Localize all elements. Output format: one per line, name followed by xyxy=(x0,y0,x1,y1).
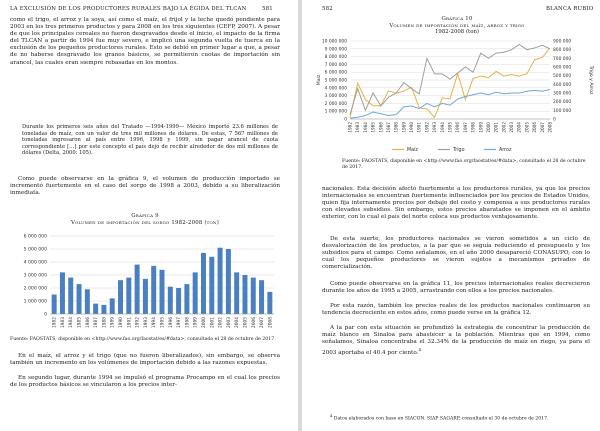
chart-label: Gráfica 10 xyxy=(441,16,473,22)
x-tick-label: 1984 xyxy=(69,317,75,328)
chart-label: Gráfica 9 xyxy=(131,213,159,219)
footnote-text: Datos elaborados con base en SIACON. SIAP SAGARP, consultado el 30 de octubre de 2017. xyxy=(333,416,549,422)
right-axis-label: Trigo y Arroz xyxy=(588,65,593,95)
right-y-tick-label: 500 000 xyxy=(553,74,572,80)
x-tick-label: 1997 xyxy=(177,317,183,328)
right-y-tick-label: 0 xyxy=(553,117,556,123)
body-paragraph: Como puede observarse en la gráfica 11, los precios internacionales reales decrecieron durante los años de 1995 a 2005, arrastrando con ellos a los precios nacionales. xyxy=(322,281,590,295)
chart-source: Fuente: FAOSTATS, disponible en <http://www.fao.org/faostat/es/#data>, consultado el 28 de octubre de 2017. xyxy=(10,337,276,342)
running-head: BLANCA RUBIO xyxy=(546,6,594,12)
x-tick-label: 1988 xyxy=(393,122,399,133)
x-tick-label: 1996 xyxy=(455,122,461,133)
y-tick-label: 3 000 000 xyxy=(23,273,47,279)
body-paragraph: Como puede observarse en la gráfica 9, el volumen de producción importado se incrementó fuertemente en el caso del sorgo de 1998 a 2003, debido a su liberalización inmediata. xyxy=(10,176,280,197)
x-tick-label: 2005 xyxy=(243,317,249,328)
chart-title: Volumen de importación del sorgo 1982-2008 (ton) xyxy=(70,219,220,226)
left-y-tick-label: 8 000 000 xyxy=(324,55,347,61)
body-paragraph: Por esta razón, también los precios reales de los productos nacionales continuaron su tendencia decreciente en estos años, como puede verse en la gráfica 12. xyxy=(322,303,590,317)
x-tick-label: 1995 xyxy=(447,122,453,133)
left-y-tick-label: 2 000 000 xyxy=(324,101,347,107)
right-y-tick-label: 100 000 xyxy=(553,108,572,114)
right-y-tick-label: 300 000 xyxy=(553,91,572,97)
paragraph-text: A la par con esta situación se profundizó la estrategia de concentrar la producción de maíz blanco en Sinaloa para abastecer a la población. Mientras que en 1994, como señalamos, Sinaloa concentraba el 32.34% de la producción de maíz en riego, ya para el 2003 aportaba el 40.4 por ciento. xyxy=(322,325,590,357)
left-y-tick-label: 5 000 000 xyxy=(324,78,347,84)
x-tick-label: 1995 xyxy=(160,317,166,328)
left-y-tick-label: 9 000 000 xyxy=(324,47,347,53)
x-tick-label: 1991 xyxy=(127,317,133,328)
page-number: 582 xyxy=(322,6,333,12)
x-tick-label: 1991 xyxy=(416,122,422,133)
right-y-tick-label: 600 000 xyxy=(553,65,572,71)
x-tick-label: 1987 xyxy=(385,122,391,133)
x-tick-label: 1989 xyxy=(401,122,407,133)
y-tick-label: 0 xyxy=(44,312,47,318)
series-line-trigo xyxy=(350,44,550,114)
x-tick-label: 2008 xyxy=(268,317,274,328)
x-tick-label: 1986 xyxy=(378,122,384,133)
x-tick-label: 1992 xyxy=(424,122,430,133)
x-tick-label: 1999 xyxy=(478,122,484,133)
left-y-tick-label: 4 000 000 xyxy=(324,86,347,92)
x-tick-label: 1982 xyxy=(52,317,58,328)
x-tick-label: 1990 xyxy=(119,317,125,328)
left-axis-label: Maíz xyxy=(317,74,322,86)
x-tick-label: 2001 xyxy=(210,317,216,328)
y-tick-label: 6 000 000 xyxy=(23,234,47,240)
x-tick-label: 2006 xyxy=(251,317,257,328)
x-tick-label: 2002 xyxy=(501,122,507,133)
x-tick-label: 1984 xyxy=(362,122,368,133)
bar xyxy=(68,278,73,314)
x-tick-label: 1988 xyxy=(102,317,108,328)
bar xyxy=(218,248,223,314)
left-y-tick-label: 6 000 000 xyxy=(324,70,347,76)
x-tick-label: 2000 xyxy=(201,317,207,328)
x-tick-label: 1998 xyxy=(185,317,191,328)
x-tick-label: 1999 xyxy=(193,317,199,328)
bar xyxy=(93,304,98,314)
x-tick-label: 2002 xyxy=(218,317,224,328)
y-tick-label: 1 000 000 xyxy=(23,299,47,305)
bar xyxy=(176,288,181,314)
right-y-tick-label: 900 000 xyxy=(553,39,572,45)
bar xyxy=(77,284,82,314)
footnote-number: 4 xyxy=(330,414,333,418)
body-paragraph: como el trigo, el arroz y la soya, así como el maíz, el frijol y la leche quedó pendiente para 2003 en los tres primeros productos y para 2008 en los tres siguientes (CEFP, 2007). A pesar de que los principales cereales no fueron desgravados desde el inicio, el impacto de la firma del TLCAN a partir de 1994 fue muy severo, e implicó una segunda vuelta de tuerca en la exclusión de los pequeños productores rurales. Esto se debió en primer lugar a que, a pesar de no haberse desgravado los granos básicos, se permitieron cuotas de importación sin arancel, las cuales eran siempre rebasadas en los montos. xyxy=(10,17,280,66)
right-y-tick-label: 400 000 xyxy=(553,82,572,88)
body-paragraph: En el maíz, el arroz y el trigo (que no fueron liberalizados), sin embargo, se observa también un incremento en los volúmenes de importación debido a las razones expuestas. xyxy=(10,353,280,367)
bar xyxy=(151,266,156,314)
bar xyxy=(226,249,231,314)
x-tick-label: 1993 xyxy=(432,122,438,133)
running-head: LA EXCLUSIÓN DE LOS PRODUCTORES RURALES BAJO LA ÉGIDA DEL TLCAN xyxy=(10,6,247,12)
x-tick-label: 2005 xyxy=(524,122,530,133)
bar xyxy=(126,278,131,314)
left-y-tick-label: 1 000 000 xyxy=(324,109,347,115)
x-tick-label: 2004 xyxy=(516,122,522,133)
right-y-tick-label: 800 000 xyxy=(553,48,572,54)
body-paragraph: En segundo lugar, durante 1994 se impulsó el programa Procampo en el cual los precios de los productos básicos se vincularon a los precios inter- xyxy=(10,375,280,389)
bar xyxy=(267,292,272,314)
left-page xyxy=(0,0,298,431)
chart-source: Fuente: FAOSTATS, disponible en <http://www.fao.org/faostat/es/#data>, consultado el 28 de octubre de 2017. xyxy=(342,159,586,170)
x-tick-label: 1992 xyxy=(135,317,141,328)
bar xyxy=(85,289,90,314)
x-tick-label: 2003 xyxy=(509,122,515,133)
bar xyxy=(234,272,239,314)
x-tick-label: 1997 xyxy=(462,122,468,133)
legend-label: Maíz xyxy=(407,148,418,153)
x-tick-label: 1986 xyxy=(85,317,91,328)
bar xyxy=(60,272,65,314)
series-line-maíz xyxy=(350,48,550,117)
bar xyxy=(110,298,115,314)
left-y-tick-label: 10 000 000 xyxy=(321,39,347,45)
bar xyxy=(209,257,214,314)
x-tick-label: 2007 xyxy=(260,317,266,328)
x-tick-label: 1994 xyxy=(152,317,158,328)
x-tick-label: 2008 xyxy=(547,122,553,133)
body-paragraph: De esta suerte, los productores nacionales se vieron sometidos a un ciclo de desvalorización de los productos, a la par que se seguía reduciendo el presupuesto y los subsidios para el campo. Como señalamos, en el año 2000 desapareció CONASUPO, con lo cual los pequeños productores se vieron sujetos a mecanismos privados de comercialización. xyxy=(322,236,590,271)
bar xyxy=(168,287,173,314)
y-tick-label: 2 000 000 xyxy=(23,286,47,292)
x-tick-label: 2000 xyxy=(485,122,491,133)
left-y-tick-label: 7 000 000 xyxy=(324,62,347,68)
x-tick-label: 2006 xyxy=(532,122,538,133)
x-tick-label: 1983 xyxy=(355,122,361,133)
x-tick-label: 2003 xyxy=(226,317,232,328)
bar xyxy=(101,305,106,314)
right-y-tick-label: 700 000 xyxy=(553,56,572,62)
y-tick-label: 4 000 000 xyxy=(23,260,47,266)
bar xyxy=(251,278,256,314)
right-page xyxy=(302,0,600,431)
bar xyxy=(118,280,123,314)
maize-rice-wheat-import-chart xyxy=(314,37,594,157)
footnote-marker: 4 xyxy=(418,347,422,353)
x-tick-label: 1990 xyxy=(409,122,415,133)
left-y-tick-label: 3 000 000 xyxy=(324,94,347,100)
x-tick-label: 1987 xyxy=(94,317,100,328)
x-tick-label: 1985 xyxy=(77,317,83,328)
right-y-tick-label: 200 000 xyxy=(553,100,572,106)
x-tick-label: 2004 xyxy=(235,317,241,328)
bar xyxy=(193,272,198,314)
chart-title: Volumen de importación del maíz, arroz y trigo xyxy=(389,22,525,29)
body-paragraph: nacionales. Esta decisión afectó fuertemente a los productores rurales, ya que los precios internacionales se encuentran fuertemente influenciados por los precios de Estados Unidos, quien fija internamente precios por debajo del costo y compensa a sus productores rurales con elevados subsidios. Sin embargo, estos precios abaratados se imponen en el ámbito exterior, con lo cual el país del norte coloca sus productos ventajosamente. xyxy=(322,186,590,221)
bar xyxy=(160,270,165,314)
chart-subtitle: 1982-2008 (ton) xyxy=(434,29,480,36)
page-number: 581 xyxy=(262,6,273,12)
block-quote: Durante los primeros seis años del Tratado —1994-1999— México importó 23.6 millones de toneladas de maíz, con un valor de tres mil millones de dólares. De estas, 7 567 millones de toneladas ingresaron al país entre 1996, 1998 y 1999, sin pagar arancel de cuota correspondiente […] por este concepto el país dejó de recibir alrededor de dos mil millones de dólares (Delta, 2000: 105). xyxy=(22,124,278,157)
y-tick-label: 5 000 000 xyxy=(23,247,47,253)
sorghum-import-chart xyxy=(8,230,280,334)
x-tick-label: 2007 xyxy=(539,122,545,133)
legend-label: Trigo xyxy=(453,148,465,153)
bar xyxy=(242,275,247,314)
bar xyxy=(259,280,264,314)
x-tick-label: 1993 xyxy=(143,317,149,328)
bar xyxy=(184,284,189,314)
bar xyxy=(135,265,140,314)
bar xyxy=(201,253,206,314)
x-tick-label: 1985 xyxy=(370,122,376,133)
body-paragraph xyxy=(322,325,590,357)
chart-caption xyxy=(10,213,280,226)
x-tick-label: 1982 xyxy=(347,122,353,133)
chart-caption xyxy=(322,16,592,36)
left-y-tick-label: 0 xyxy=(344,117,347,123)
x-tick-label: 1983 xyxy=(60,317,66,328)
bar xyxy=(143,279,148,314)
x-tick-label: 2001 xyxy=(493,122,499,133)
footnote xyxy=(330,414,592,422)
x-tick-label: 1989 xyxy=(110,317,116,328)
legend-label: Arroz xyxy=(499,148,512,153)
x-tick-label: 1994 xyxy=(439,122,445,133)
bar xyxy=(52,295,57,315)
x-tick-label: 1998 xyxy=(470,122,476,133)
x-tick-label: 1996 xyxy=(168,317,174,328)
